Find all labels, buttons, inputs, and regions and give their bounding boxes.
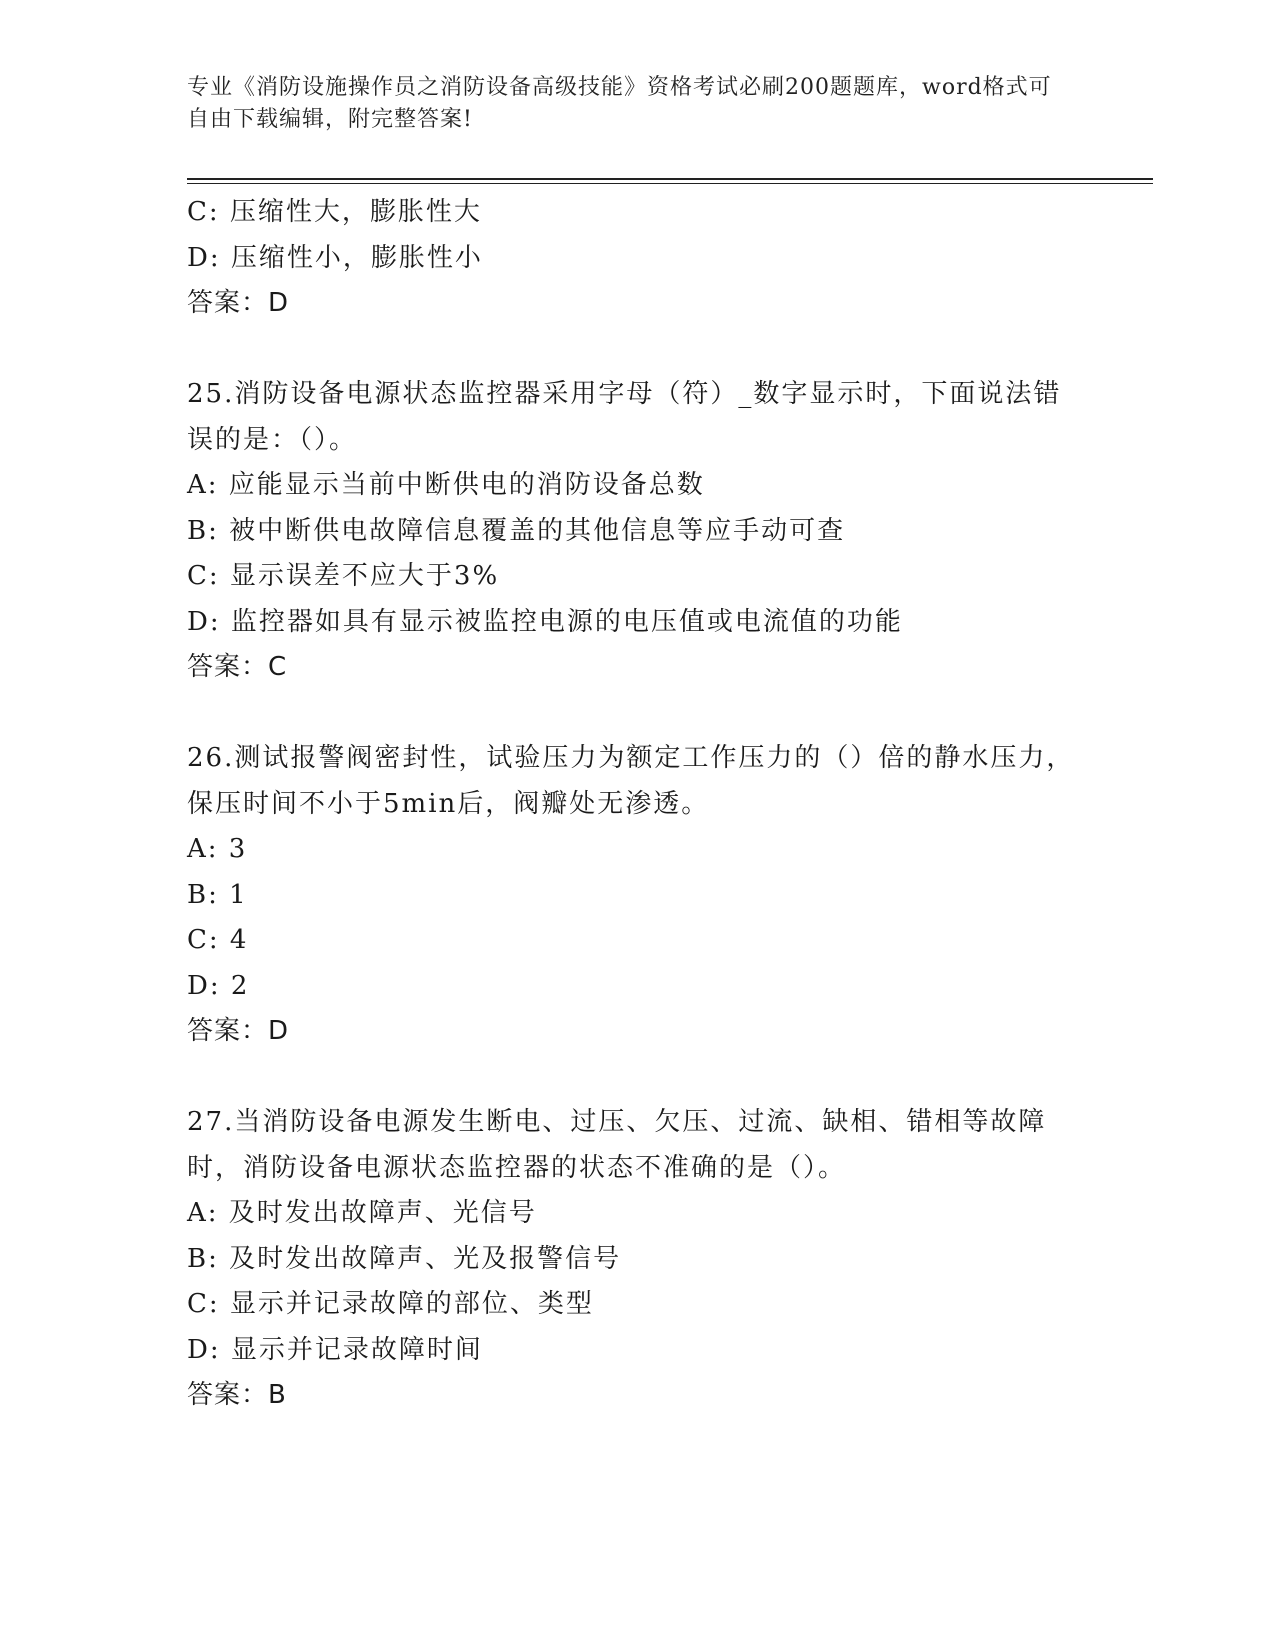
option-b: B: 及时发出故障声、光及报警信号: [187, 1243, 622, 1274]
option-d: D: 显示并记录故障时间: [187, 1334, 483, 1365]
option-b: B: 1: [187, 879, 248, 910]
spacer: [187, 691, 1087, 737]
option-d: D: 2: [187, 970, 250, 1001]
question-block-25: [187, 372, 1087, 691]
answer-line: 答案：D: [187, 1016, 290, 1046]
header-divider-thin: [187, 183, 1153, 184]
option-d: D: 监控器如具有显示被监控电源的电压值或电流值的功能: [187, 606, 903, 637]
option-a: A: 及时发出故障声、光信号: [187, 1198, 537, 1228]
option-b: B: 被中断供电故障信息覆盖的其他信息等应手动可查: [187, 515, 846, 546]
question-content: [187, 190, 1087, 1419]
answer-line: 答案：C: [187, 652, 288, 682]
option-a: A: 3: [187, 834, 248, 864]
option-c: C: 4: [187, 925, 249, 955]
answer-line: 答案：D: [187, 288, 290, 318]
question-stem: 25.消防设备电源状态监控器采用字母（符）_数字显示时，下面说法错误的是：（）。: [187, 379, 1062, 455]
spacer: [187, 1055, 1087, 1101]
question-block-26: [187, 736, 1087, 1055]
spacer: [187, 327, 1087, 373]
prev-question-block: [187, 190, 1087, 327]
option-a: A: 应能显示当前中断供电的消防设备总数: [187, 470, 705, 500]
header-divider-thick: [187, 178, 1153, 180]
question-block-27: [187, 1100, 1087, 1419]
question-stem: 27.当消防设备电源发生断电、过压、欠压、过流、缺相、错相等故障时，消防设备电源状态监控器的状态不准确的是（）。: [187, 1107, 1047, 1183]
option-c: C: 显示误差不应大于3%: [187, 561, 500, 591]
page-header: 专业《消防设施操作员之消防设备高级技能》资格考试必刷200题题库，word格式可自由下载编辑，附完整答案!: [187, 75, 1052, 132]
option-d: D: 压缩性小，膨胀性小: [187, 242, 483, 273]
option-c: C: 压缩性大，膨胀性大: [187, 197, 482, 227]
option-c: C: 显示并记录故障的部位、类型: [187, 1289, 594, 1319]
answer-line: 答案：B: [187, 1380, 287, 1410]
question-stem: 26.测试报警阀密封性，试验压力为额定工作压力的（）倍的静水压力，保压时间不小于5min后，阀瓣处无渗透。: [187, 743, 1075, 819]
